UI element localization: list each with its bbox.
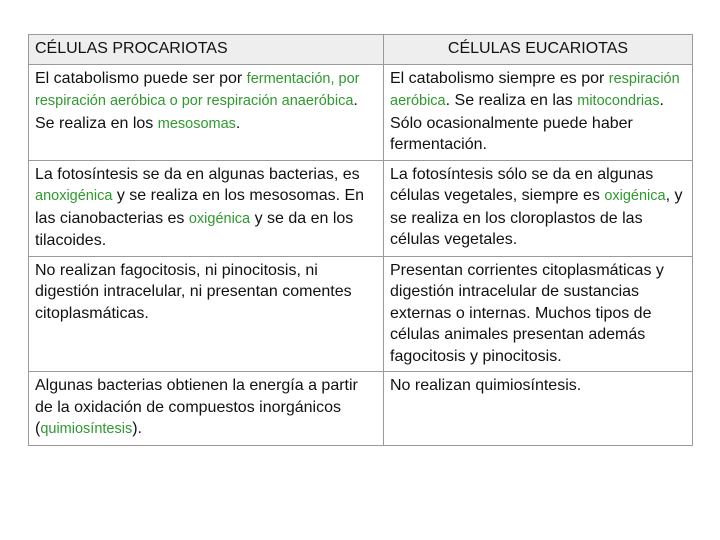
cell-text: . Se realiza en las — [445, 92, 578, 109]
highlighted-term: quimiosíntesis — [40, 421, 133, 437]
cell-text: . Se realiza en los — [35, 92, 358, 132]
cell-text: y se da en los tilacoides. — [35, 209, 354, 249]
cell-procariotas — [29, 160, 384, 256]
highlighted-term: respiración aeróbica — [390, 70, 680, 109]
table-row — [29, 160, 693, 256]
cell-text: No realizan quimiosíntesis. — [390, 377, 582, 394]
comparison-table — [28, 34, 693, 446]
header-eucariotas: CÉLULAS EUCARIOTAS — [384, 35, 693, 65]
highlighted-term: fermentación, por respiración aeróbica o por respiración anaeróbica — [35, 70, 360, 109]
cell-text: La fotosíntesis sólo se da en algunas células vegetales, siempre es — [390, 165, 654, 204]
cell-eucariotas — [384, 64, 693, 160]
cell-procariotas — [29, 256, 384, 372]
cell-text: Presentan corrientes citoplasmáticas y digestión intracelular de sustancias externas o internas. Muchos tipos de células animales presentan además fagocitosis y pinocitosis. — [390, 261, 664, 365]
cell-text: La fotosíntesis se da en algunas bacterias, es — [35, 165, 360, 183]
cell-text: , y se realiza en los cloroplastos de las células vegetales. — [390, 187, 683, 248]
highlighted-term: oxigénica — [604, 188, 666, 204]
table-row — [29, 64, 693, 160]
cell-text: Algunas bacterias obtienen la energía a partir de la oxidación de compuestos inorgánicos ( — [35, 377, 358, 437]
cell-text: El catabolismo siempre es por — [390, 69, 609, 87]
cell-procariotas — [29, 372, 384, 446]
highlighted-term: anoxigénica — [35, 188, 113, 204]
table-row — [29, 372, 693, 446]
highlighted-term: mesosomas — [157, 115, 236, 132]
cell-text: El catabolismo puede ser por — [35, 69, 247, 87]
table-row — [29, 256, 693, 372]
cell-procariotas — [29, 64, 384, 160]
cell-text: . — [235, 114, 241, 132]
cell-text: No realizan fagocitosis, ni pinocitosis, ni digestión intracelular, ni presentan comentes citoplasmáticas. — [35, 261, 352, 322]
cell-eucariotas — [384, 160, 693, 256]
cell-eucariotas — [384, 372, 693, 446]
cell-text: ). — [132, 420, 142, 437]
highlighted-term: oxigénica — [188, 210, 251, 227]
cell-eucariotas — [384, 256, 693, 372]
cell-text: . Sólo ocasionalmente puede haber fermentación. — [390, 92, 664, 153]
cell-text: y se realiza en los mesosomas. En las cianobacterias es — [35, 187, 365, 227]
highlighted-term: mitocondrias — [577, 93, 660, 109]
header-procariotas: CÉLULAS PROCARIOTAS — [29, 35, 384, 65]
header-row — [29, 35, 693, 65]
